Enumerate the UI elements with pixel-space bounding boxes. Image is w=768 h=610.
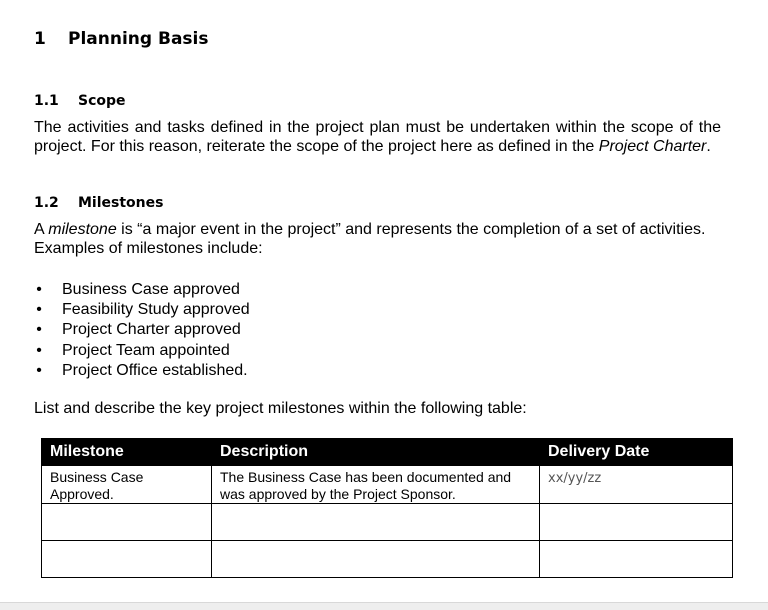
milestone-term: milestone (48, 221, 117, 238)
heading-title: Planning Basis (68, 29, 209, 49)
delivery-date-cell[interactable] (540, 541, 733, 578)
milestones-paragraph (34, 221, 721, 258)
table-row (42, 541, 733, 578)
heading-number: 1.1 (34, 93, 59, 109)
bullet-icon: • (36, 341, 42, 359)
table-header-row (42, 439, 733, 466)
bullet-icon: • (36, 281, 42, 298)
delivery-date-value: xx/yy/zz (548, 471, 602, 486)
milestone-cell[interactable]: Business Case Approved. (42, 466, 212, 504)
heading-number: 1.2 (34, 195, 59, 211)
column-header-milestone: Milestone (42, 439, 212, 466)
description-cell[interactable] (212, 504, 540, 541)
delivery-date-cell[interactable] (540, 504, 733, 541)
milestone-examples-list (34, 280, 250, 381)
bullet-icon: • (36, 361, 42, 379)
milestone-cell[interactable] (42, 541, 212, 578)
delivery-date-cell[interactable] (540, 466, 733, 504)
list-item-text: Project Office established. (62, 361, 248, 379)
list-item-text: Project Charter approved (62, 321, 241, 339)
heading-number: 1 (34, 29, 46, 49)
list-item (34, 341, 250, 361)
table-row (42, 466, 733, 504)
heading-title: Milestones (78, 195, 164, 211)
column-header-delivery-date: Delivery Date (540, 439, 733, 466)
scope-paragraph (34, 119, 721, 156)
list-item (34, 320, 250, 340)
bullet-icon: • (36, 301, 42, 319)
milestones-text: is “a major event in the project” and represents the completion of a set of activities. Examples of milestones include: (34, 221, 706, 257)
table-row (42, 504, 733, 541)
milestones-table (41, 438, 733, 578)
heading-planning-basis (34, 29, 208, 49)
description-cell[interactable]: The Business Case has been documented and was approved by the Project Sponsor. (212, 466, 540, 504)
list-item (34, 300, 250, 320)
milestones-text: A (34, 221, 49, 238)
list-item (34, 280, 250, 300)
table-intro-paragraph: List and describe the key project milestones within the following table: (34, 400, 527, 417)
milestone-cell[interactable] (42, 504, 212, 541)
scope-text: The activities and tasks defined in the project plan must be undertaken within the scope of the project. For this reason, reiterate the scope of the project here as defined in the (34, 119, 721, 155)
list-item-text: Business Case approved (62, 281, 240, 298)
heading-milestones (34, 195, 163, 211)
column-header-description: Description (212, 439, 540, 466)
list-item-text: Project Team appointed (62, 341, 230, 359)
project-charter-reference: Project Charter (598, 137, 707, 155)
scope-text-end: . (706, 137, 711, 155)
list-item-text: Feasibility Study approved (62, 301, 250, 319)
list-item (34, 361, 250, 381)
description-cell[interactable] (212, 541, 540, 578)
bullet-icon: • (36, 321, 42, 339)
heading-title: Scope (78, 93, 126, 109)
heading-scope (34, 93, 126, 109)
